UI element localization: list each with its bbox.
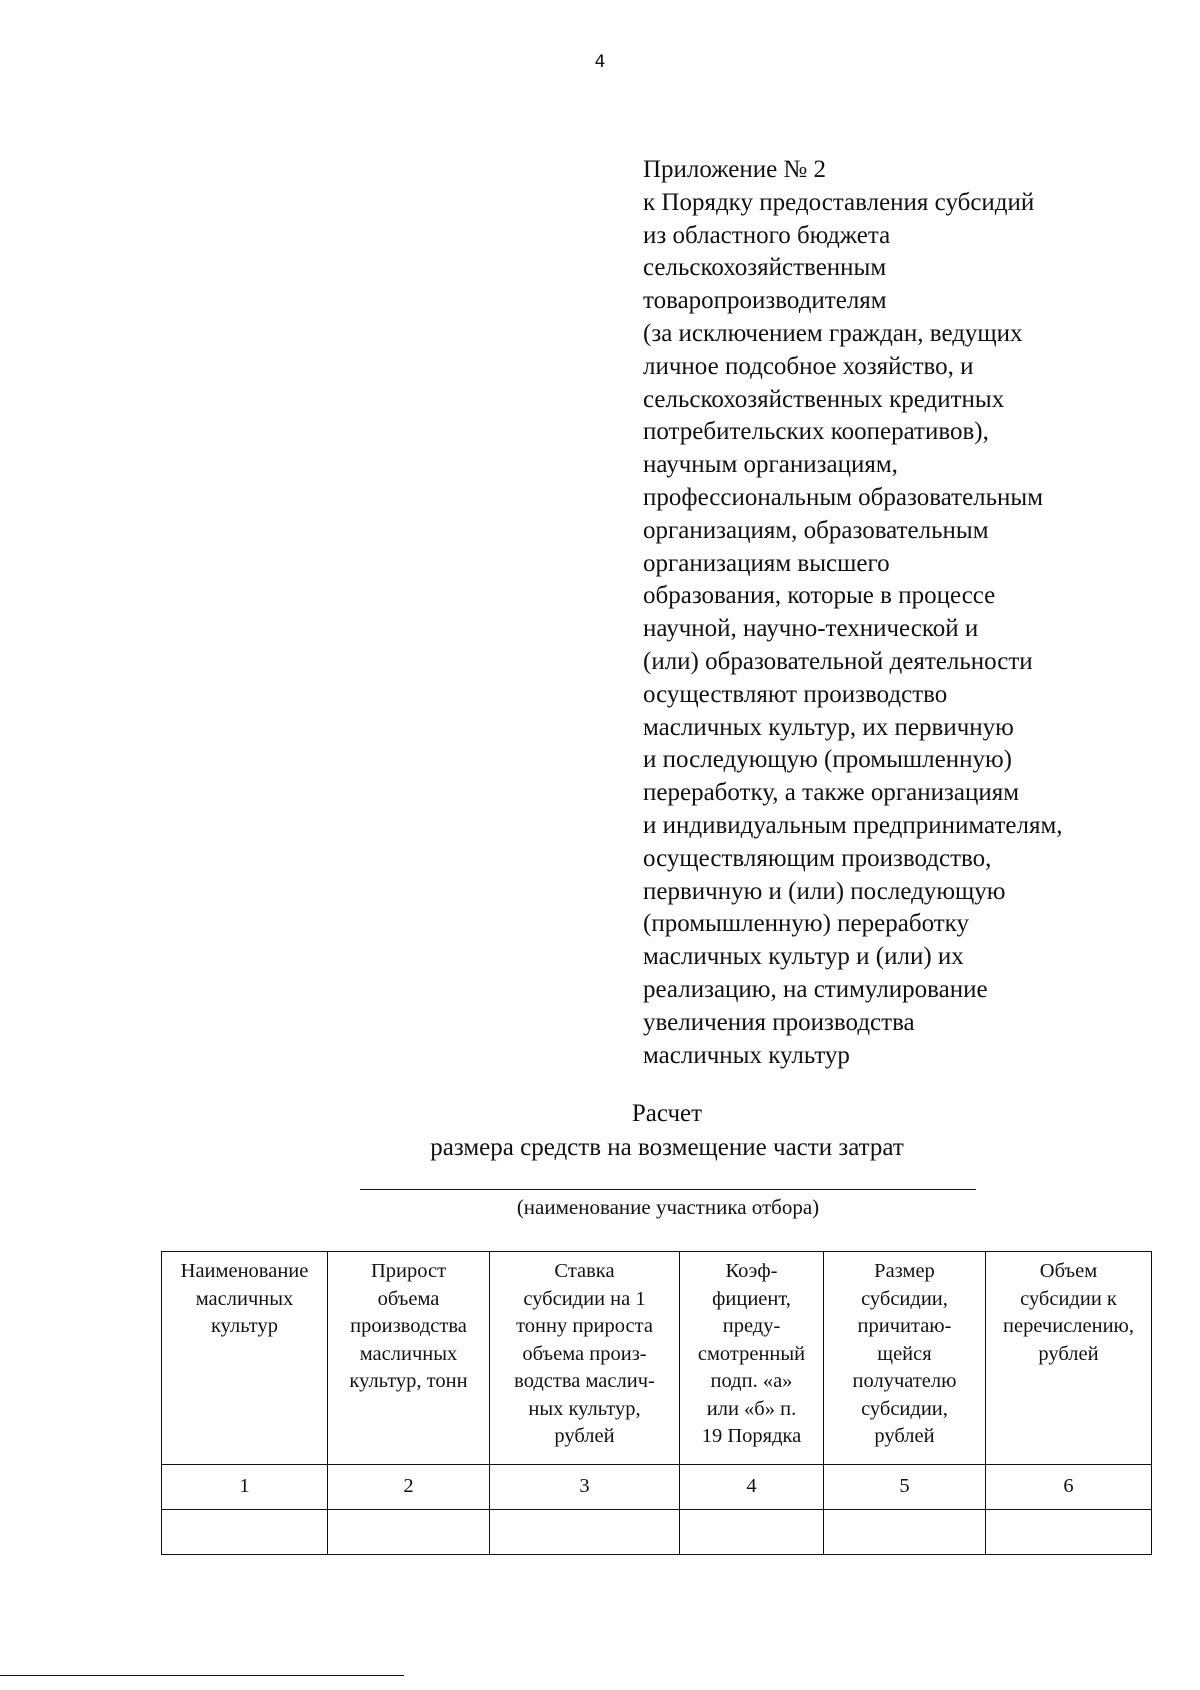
appendix-line: организациям, образовательным	[643, 516, 989, 544]
column-header	[490, 1252, 680, 1465]
appendix-line: увеличения производства	[643, 1008, 915, 1036]
calculation-heading	[392, 1097, 942, 1165]
column-header-line: субсидии к	[1020, 1287, 1117, 1310]
column-number-cell: 6	[986, 1465, 1152, 1510]
appendix-line: (за исключением граждан, ведущих	[643, 319, 1023, 347]
column-header-line: субсидии,	[861, 1287, 948, 1310]
column-number-cell: 2	[328, 1465, 490, 1510]
column-header-line: щейся	[877, 1342, 932, 1365]
appendix-line: из областного бюджета	[643, 221, 891, 249]
calculation-subtitle: размера средств на возмещение части затрат	[430, 1134, 904, 1161]
column-header-line: масличных	[359, 1342, 458, 1365]
column-header-line: ных культур,	[528, 1397, 641, 1420]
column-header-line: 19 Порядка	[701, 1425, 802, 1447]
column-header-line: тонну прироста	[516, 1315, 653, 1337]
column-header-line: Объем	[1039, 1260, 1098, 1282]
column-number-cell: 1	[162, 1465, 328, 1510]
table-cell	[986, 1510, 1152, 1555]
column-header	[986, 1252, 1152, 1465]
column-header-line: объема произ-	[522, 1342, 647, 1365]
appendix-line: к Порядку предоставления субсидий	[643, 188, 1035, 216]
appendix-line: первичную и (или) последующую	[643, 877, 1006, 905]
column-header-line: Коэф-	[725, 1260, 778, 1282]
appendix-line: научным организациям,	[643, 451, 898, 479]
column-header-line: рублей	[1038, 1342, 1099, 1365]
appendix-line: и последующую (промышленную)	[643, 746, 1012, 774]
column-header-line: Ставка	[554, 1260, 615, 1282]
table-cell	[162, 1510, 328, 1555]
appendix-line: реализацию, на стимулирование	[643, 975, 988, 1003]
column-header-line: или «б» п.	[706, 1397, 797, 1420]
column-header-line: фициент,	[712, 1287, 791, 1310]
participant-name-blank-line	[360, 1189, 976, 1190]
footnote-rule	[0, 1675, 404, 1676]
appendix-line: переработку, а также организациям	[643, 779, 1020, 807]
table-cell	[680, 1510, 824, 1555]
column-number-cell: 3	[490, 1465, 680, 1510]
column-header-line: масличных	[195, 1287, 294, 1310]
appendix-line: Приложение № 2	[643, 156, 827, 183]
appendix-line: профессиональным образовательным	[643, 483, 1044, 511]
appendix-line: масличных культур и (или) их	[643, 943, 964, 971]
appendix-line: осуществляющим производство,	[643, 844, 992, 872]
column-header-line: субсидии,	[861, 1397, 948, 1420]
column-header	[162, 1252, 328, 1465]
appendix-line: (или) образовательной деятельности	[643, 647, 1033, 675]
appendix-line: масличных культур, их первичную	[643, 713, 1014, 741]
page-number: 4	[594, 52, 606, 72]
column-header-line: производства	[350, 1315, 467, 1337]
appendix-line: осуществляют производство	[643, 680, 948, 708]
column-number-cell: 4	[680, 1465, 824, 1510]
column-header	[328, 1252, 490, 1465]
appendix-line: научной, научно-технической и	[643, 615, 979, 643]
appendix-line: (промышленную) переработку	[643, 910, 969, 938]
table-cell	[824, 1510, 986, 1555]
appendix-line: и индивидуальным предпринимателям,	[643, 811, 1063, 839]
table-column-numbers-row	[162, 1465, 1152, 1510]
column-header-line: рублей	[554, 1425, 615, 1447]
appendix-line: сельскохозяйственным	[643, 254, 887, 282]
column-header-line: субсидии на 1	[523, 1287, 646, 1310]
appendix-line: товаропроизводителям	[643, 287, 887, 315]
column-header-line: Наименование	[180, 1260, 309, 1282]
column-header-line: Размер	[874, 1260, 935, 1282]
appendix-line: личное подсобное хозяйство, и	[643, 352, 974, 380]
column-header-line: причитаю-	[857, 1315, 952, 1337]
calculation-title: Расчет	[631, 1100, 703, 1127]
column-header-line: получателю	[852, 1370, 957, 1392]
appendix-line: образования, которые в процессе	[643, 582, 996, 610]
column-header-line: объема	[377, 1287, 440, 1310]
column-header-line: культур, тонн	[349, 1370, 468, 1392]
column-header-line: подп. «а»	[710, 1370, 793, 1392]
appendix-line: сельскохозяйственных кредитных	[643, 385, 1005, 413]
column-header-line: водства маслич-	[514, 1370, 655, 1392]
appendix-line: организациям высшего	[643, 549, 890, 577]
column-header-line: смотренный	[697, 1342, 806, 1365]
table-cell	[328, 1510, 490, 1555]
appendix-line: масличных культур	[643, 1041, 850, 1069]
column-header-line: Прирост	[370, 1260, 447, 1282]
appendix-header	[643, 154, 1163, 1072]
calculation-table	[161, 1251, 1152, 1555]
column-header-line: культур	[210, 1315, 278, 1337]
table-header-row	[162, 1252, 1152, 1465]
participant-name-caption: (наименование участника отбора)	[516, 1195, 820, 1219]
column-header-line: преду-	[722, 1315, 781, 1337]
table-empty-row	[162, 1510, 1152, 1555]
table-cell	[490, 1510, 680, 1555]
column-header	[680, 1252, 824, 1465]
column-header-line: перечислению,	[1003, 1315, 1134, 1337]
column-header-line: рублей	[874, 1425, 935, 1447]
column-header	[824, 1252, 986, 1465]
column-number-cell: 5	[824, 1465, 986, 1510]
appendix-line: потребительских кооперативов),	[643, 418, 989, 446]
